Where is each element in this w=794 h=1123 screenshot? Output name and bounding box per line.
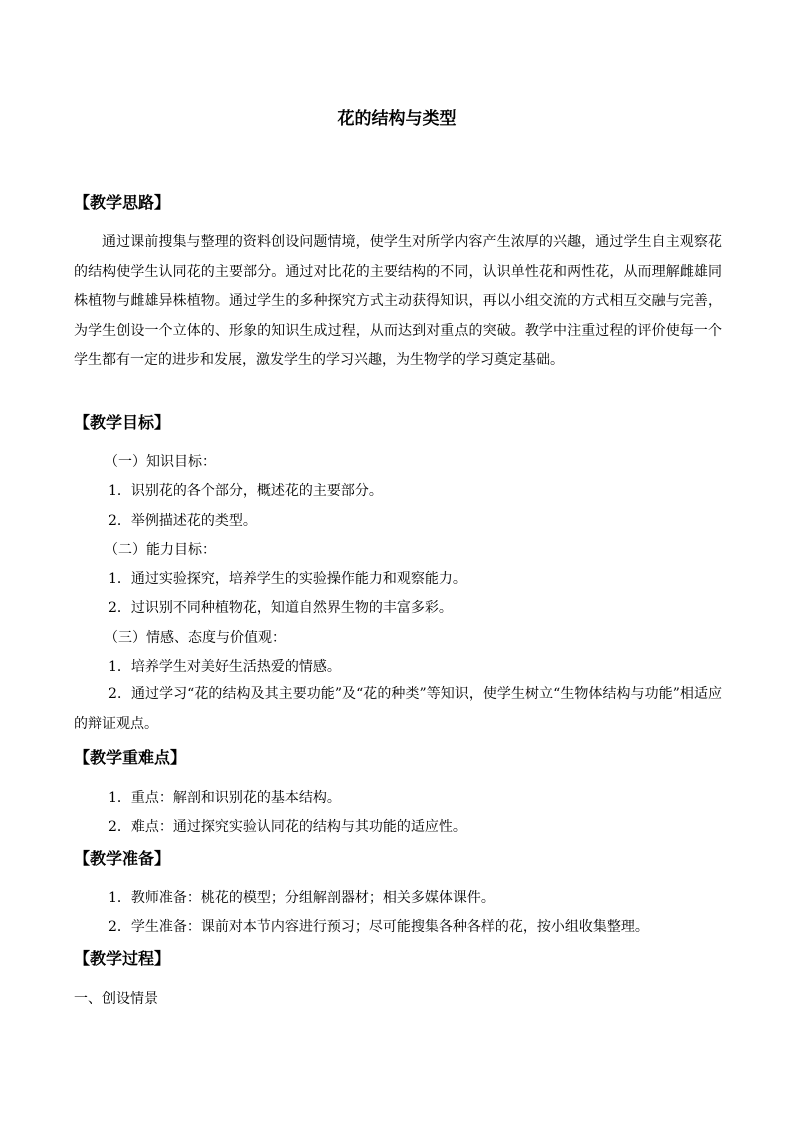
ability-goal-1: 1．通过实验探究，培养学生的实验操作能力和观察能力。 [108, 571, 467, 587]
emotion-goal-1: 1．培养学生对美好生活热爱的情感。 [108, 659, 341, 675]
section-heading-process: 【教学过程】 [74, 949, 171, 968]
preparation-item-1: 1．教师准备：桃花的模型；分组解剖器材；相关多媒体课件。 [108, 890, 495, 906]
knowledge-goal-2: 2．举例描述花的类型。 [108, 513, 257, 529]
ability-goals-title: （二）能力目标： [104, 542, 216, 558]
knowledge-goals-title: （一）知识目标： [104, 454, 216, 470]
emotion-goal-2: 2．通过学习“花的结构及其主要功能”及“花的种类”等知识，使学生树立“生物体结构与功能”相适应的辩证观点。 [74, 686, 722, 732]
preparation-item-2: 2．学生准备：课前对本节内容进行预习；尽可能搜集各种各样的花，按小组收集整理。 [108, 919, 649, 935]
section-heading-preparation: 【教学准备】 [74, 849, 171, 868]
key-point-2: 2．难点：通过探究实验认同花的结构与其功能的适应性。 [108, 819, 467, 835]
page-title: 花的结构与类型 [337, 109, 457, 129]
process-step-1: 一、创设情景 [74, 991, 158, 1007]
ability-goal-2: 2．过识别不同种植物花，知道自然界生物的丰富多彩。 [108, 600, 453, 616]
section-heading-goals: 【教学目标】 [74, 413, 171, 432]
section-heading-key-points: 【教学重难点】 [74, 748, 187, 767]
key-point-1: 1．重点：解剖和识别花的基本结构。 [108, 790, 341, 806]
knowledge-goal-1: 1．识别花的各个部分，概述花的主要部分。 [108, 483, 383, 499]
thinking-paragraph: 通过课前搜集与整理的资料创设问题情境，使学生对所学内容产生浓厚的兴趣，通过学生自主观察花的结构使学生认同花的主要部分。通过对比花的主要结构的不同，认识单性花和两性花，从而理解雌雄同株植物与雌雄异株植物。通过学生的多种探究方式主动获得知识，再以小组交流的方式相互交融与完善，为学生创设一个立体的、形象的知识生成过程，从而达到对重点的突破。教学中注重过程的评价使每一个学生都有一定的进步和发展，激发学生的学习兴趣，为生物学的学习奠定基础。 [74, 234, 722, 368]
section-heading-thinking: 【教学思路】 [74, 193, 171, 212]
emotion-goals-title: （三）情感、态度与价值观： [104, 630, 286, 646]
